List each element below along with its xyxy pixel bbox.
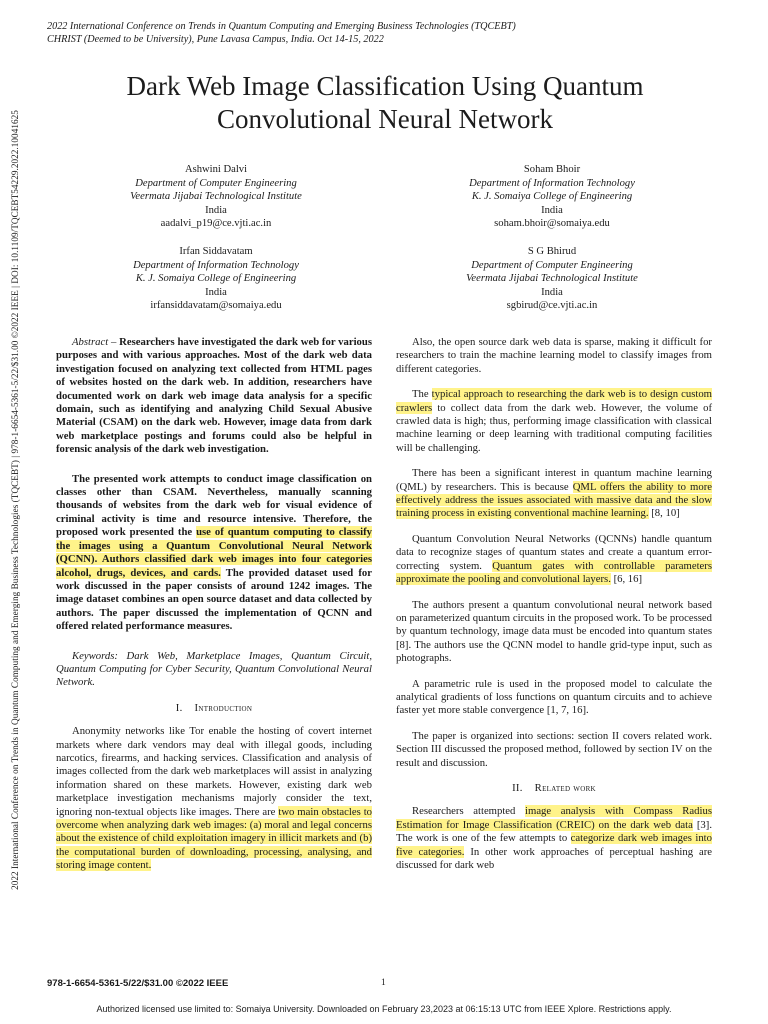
section-title: Introduction [194,701,253,714]
keywords-label: Keywords: [72,649,118,662]
paper-title [60,70,710,136]
section-number: II. [512,781,523,794]
author-country: India [205,204,227,216]
author-institution: K. J. Somaiya College of Engineering [471,191,633,202]
body-paragraph-6: A parametric rule is used in the proposed model to calculate the analytical gradients of loss functions on quantum circuits and to achieve faster yet more stable convergence [1, 7, 16]. [396,677,712,717]
body-paragraph-4 [396,533,712,587]
author-institution: Veermata Jijabai Technological Institute [130,191,302,202]
author-country: India [541,204,563,216]
body-paragraph-7: The paper is organized into sections: section II covers related work. Section III discussed the proposed method, followed by section IV on the result and discussion. [396,729,712,769]
body-text: The [412,388,432,401]
abstract-text-2a: The presented work attempts to conduct image classification on classes other than CSAM. Nevertheless, manually scanning thousands of websites from the dark web for visual evidence of criminal activity is time and resource intensive. Therefore, the proposed work presented the [56,472,372,539]
conference-venue: CHRIST (Deemed to be University), Pune Lavasa Campus, India. Oct 14-15, 2022 [47,34,384,45]
author-block-1 [66,163,366,231]
conference-header [47,20,727,46]
author-name: Soham Bhoir [523,164,581,175]
abstract-text-2b: The provided dataset used for work discussed in the paper consists of around 1242 images. The image dataset combines an open source dataset and data collected by authors. The paper discussed the implementation of QCNN and offered related performance measures. [56,566,372,633]
doi-sidebar-text: 2022 International Conference on Trends in Quantum Computing and Emerging Business Technologies (TQCEBT) | 978-1-6654-5361-5/22/$31.00 ©2022 IEEE | DOI: 10.1109/TQCEBT54229.2022.10041625 [10,110,20,890]
page-number: 1 [381,978,386,988]
license-note: Authorized licensed use limited to: Somaiya University. Downloaded on February 23,2023 at 06:15:13 UTC from IEEE Xplore. Restrictions apply. [96,1004,672,1014]
section-number: I. [175,701,183,714]
keywords-paragraph [56,650,372,690]
paper-title-line-1: Dark Web Image Classification Using Quantum [126,71,644,101]
body-highlight: Quantum gates with controllable parameters approximate the pooling and convolutional layers. [396,559,712,586]
keywords-text: Dark Web, Marketplace Images, Quantum Circuit, Quantum Computing for Cyber Security, Quantum Convolutional Neural Network. [56,649,372,689]
author-block-4 [402,245,702,313]
author-department: Department of Computer Engineering [471,259,633,271]
abstract-dash: – [108,336,120,348]
conference-title: 2022 International Conference on Trends in Quantum Computing and Emerging Business Technologies (TQCEBT) [47,21,516,32]
body-text: Quantum Convolution Neural Networks (QCNNs) handle quantum data to recognize stages of quantum states and create a quantum error-correcting system. [396,532,712,572]
author-email: sgbirud@ce.vjti.ac.in [506,300,598,311]
body-highlight: typical approach to researching the dark web is to design custom crawlers [396,388,712,414]
intro-paragraph [56,725,372,872]
section-heading-related-work [396,782,712,795]
paper-title-line-2: Convolutional Neural Network [217,104,553,134]
body-text: to collect data from the dark web. However, the volume of crawled data is high; thus, performing image classification with classical machine learning or deep learning with traditional computing facilities will be challenging. [396,401,712,454]
abstract-paragraph-2 [56,473,372,634]
intro-highlight: two main obstacles to overcome when analyzing dark web images: (a) moral and legal concerns about the existence of child exploitation imagery in illicit markets and (b) the computational burden of downloading, processing, analysing, and storing image content. [56,805,373,872]
author-name: S G Bhirud [527,246,577,257]
author-department: Department of Computer Engineering [135,177,297,189]
abstract-text: Researchers have investigated the dark web for various purposes and with various approaches. Most of the dark web data investigation focused on analyzing text collected from HTML pages of websites hosted on the dark web. In addition, researchers have documented work on dark web image data analysis for a specific domain, such as identifying and analyzing Child Sexual Abusive Material (CSAM) on the dark web. However, image data from dark web marketplace postings and forums could also be helpful in forensic analysis of the dark web investigation. [56,336,372,456]
abstract-highlight: use of quantum computing to classify the images using a Quantum Convolutional Neural Network (QCNN). Authors classified dark web images into four categories alcohol, drugs, devices, and cards. [56,526,372,579]
body-paragraph-5: The authors present a quantum convolutional neural network based on parameterized quantum circuits in the proposed work. To be processed by quantum technology, image data must be encoded into quantum states [8]. The authors use the QCNN model to handle grid-type input, such as photographs. [396,598,712,665]
copyright-footer: 978-1-6654-5361-5/22/$31.00 ©2022 IEEE [47,978,229,989]
author-department: Department of Information Technology [469,177,635,189]
author-email: irfansiddavatam@somaiya.edu [150,300,282,311]
abstract-label: Abstract [72,336,109,348]
author-block-3 [66,245,366,313]
author-email: aadalvi_p19@ce.vjti.ac.in [160,218,272,229]
body-paragraph-2 [396,388,712,455]
author-email: soham.bhoir@somaiya.edu [494,218,610,229]
body-paragraph-3 [396,467,712,521]
body-highlight: image analysis with Compass Radius Estimation for Image Classification (CREIC) on the dark web data [396,805,712,831]
author-name: Ashwini Dalvi [184,164,248,175]
right-column [396,336,712,884]
section-heading-introduction [56,702,372,715]
citation: [6, 16] [610,573,643,586]
author-country: India [205,286,227,298]
body-highlight: categorize dark web images into five categories. [396,832,712,858]
body-text: Researchers attempted [412,805,526,818]
author-block-2 [402,163,702,231]
author-institution: Veermata Jijabai Technological Institute [466,273,638,284]
citation: [8, 10] [648,507,680,520]
author-name: Irfan Siddavatam [179,246,253,257]
section-title: Related work [534,781,596,794]
body-text: There has been a significant interest in quantum machine learning (QML) by researchers. This is because [396,467,712,493]
author-institution: K. J. Somaiya College of Engineering [135,273,297,284]
body-text: In other work approaches of perceptual hashing are discussed for dark web [396,845,712,871]
left-column [56,336,372,885]
body-paragraph-1: Also, the open source dark web data is sparse, making it difficult for researchers to train the machine learning model to classify images from different categories. [396,336,712,375]
author-department: Department of Information Technology [133,259,299,271]
intro-text: Anonymity networks like Tor enable the hosting of covert internet markets where dark vendors may deal with illegal goods, including narcotics, firearms, and hacking services. Classification and analysis of images collected from the dark web marketplaces will assist in analyzing information shared on these markets. However, existing dark web marketplace investigation mechanisms majorly consider the text, ignoring non-textual objects like images. There are [56,725,372,818]
body-highlight: QML offers the ability to more effectively address the issues associated with massive data and the slow training process in existing conventional machine learning. [396,480,712,520]
body-paragraph-8 [396,805,712,872]
abstract-paragraph [56,336,372,457]
author-country: India [541,286,563,298]
body-text: [3]. The work is one of the few attempts to [396,818,712,845]
